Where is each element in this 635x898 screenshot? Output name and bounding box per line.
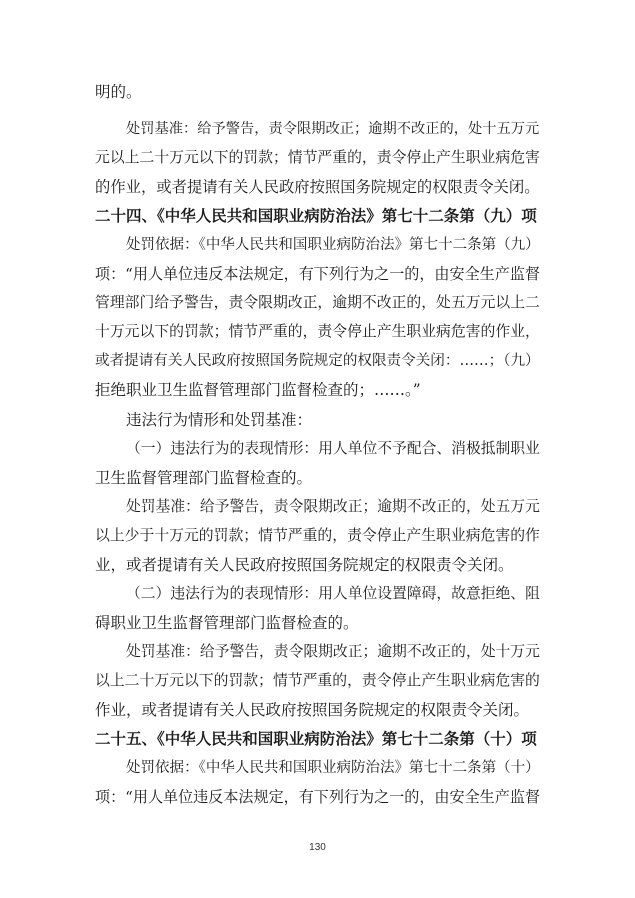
text-line: 明的。 <box>95 83 142 101</box>
text-line: 处罚基准：给予警告，责令限期改正；逾期不改正的，处五万元 <box>126 498 540 515</box>
text-line: 处罚依据：《中华人民共和国职业病防治法》第七十二条第（十） <box>126 760 540 776</box>
section-heading: 二十五、《中华人民共和国职业病防治法》第七十二条第（十）项 <box>95 729 537 748</box>
text-line: （一）违法行为的表现情形：用人单位不予配合、消极抵制职业 <box>126 440 540 457</box>
text-line: 管理部门给予警告，责令限期改正，逾期不改正的，处五万元以上二 <box>95 294 540 311</box>
text-line: 以上少于十万元的罚款；情节严重的，责令停止产生职业病危害的作 <box>95 527 540 544</box>
text-line: 处罚基准：给予警告，责令限期改正；逾期不改正的，处十五万元 <box>126 121 540 137</box>
text-line: 十万元以下的罚款；情节严重的，责令停止产生职业病危害的作业， <box>95 323 540 340</box>
text-line: 碍职业卫生监督管理部门监督检查的。 <box>95 614 359 632</box>
text-line: 作业，或者提请有关人民政府按照国务院规定的权限责令关闭。 <box>95 701 530 719</box>
text-line: 业，或者提请有关人民政府按照国务院规定的权限责令关闭。 <box>95 556 514 574</box>
section-heading: 二十四、《中华人民共和国职业病防治法》第七十二条第（九）项 <box>95 206 537 225</box>
text-line: 拒绝职业卫生监督管理部门监督检查的；……。” <box>95 381 421 399</box>
text-line: （二）违法行为的表现情形：用人单位设置障碍，故意拒绝、阻 <box>126 585 540 602</box>
text-line: 的作业，或者提请有关人民政府按照国务院规定的权限责令关闭。 <box>95 178 540 196</box>
text-line: 项：“用人单位违反本法规定，有下列行为之一的，由安全生产监督 <box>95 265 540 283</box>
text-line: 以上二十万元以下的罚款；情节严重的，责令停止产生职业病危害的 <box>95 672 540 689</box>
text-line: 项：“用人单位违反本法规定，有下列行为之一的，由安全生产监督 <box>95 788 540 806</box>
text-line: 卫生监督管理部门监督检查的。 <box>95 469 313 487</box>
text-line: 处罚基准：给予警告，责令限期改正；逾期不改正的，处十万元 <box>126 643 540 660</box>
text-line: 处罚依据：《中华人民共和国职业病防治法》第七十二条第（九） <box>126 237 540 253</box>
text-line: 元以上二十万元以下的罚款；情节严重的，责令停止产生职业病危害 <box>95 149 540 166</box>
text-line: 或者提请有关人民政府按照国务院规定的权限责令关闭：……；（九） <box>95 352 540 369</box>
text-line: 违法行为情形和处罚基准： <box>126 411 313 429</box>
page-number: 130 <box>309 842 326 853</box>
